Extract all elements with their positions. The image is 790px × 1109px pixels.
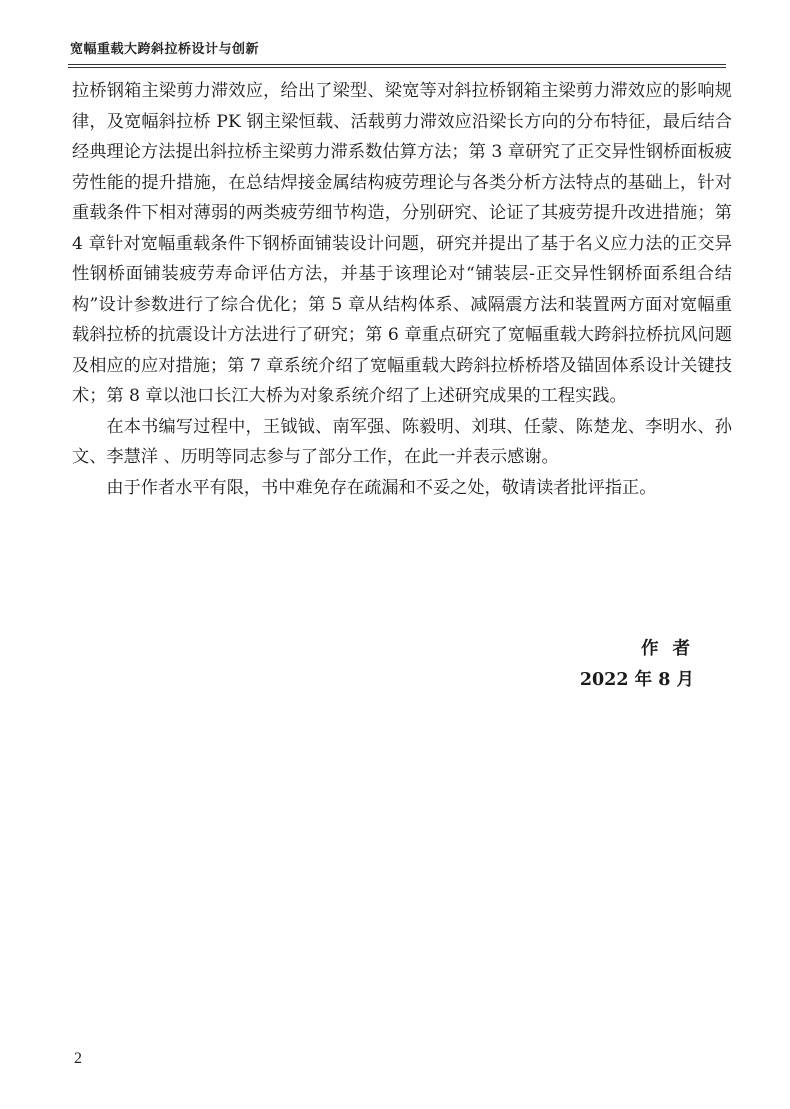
signature-date: 2022 年 8 月 [579,670,694,690]
body-paragraph-acknowledgements: 在本书编写过程中，王钺钺、南军强、陈毅明、刘琪、任蒙、陈楚龙、李明水、孙文、李慧洋 、历明等同志参与了部分工作，在此一并表示感谢。 [72,416,732,467]
signature-block [579,634,704,696]
header-rule-bottom [68,67,726,68]
body-paragraph-continued: 拉桥钢箱主梁剪力滞效应，给出了梁型、梁宽等对斜拉桥钢箱主梁剪力滞效应的影响规律，及宽幅斜拉桥 PK 钢主梁恒载、活载剪力滞效应沿梁长方向的分布特征，最后结合经典理论方法提出斜拉桥主梁剪力滞系数估算方法；第 3 章研究了正交异性钢桥面板疲劳性能的提升措施，在总结焊接金属结构疲劳理论与各类分析方法特点的基础上，针对重载条件下相对薄弱的两类疲劳细节构造，分别研究、论证了其疲劳提升改进措施；第 4 章针对宽幅重载条件下钢桥面铺装设计问题，研究并提出了基于名义应力法的正交异性钢桥面铺装疲劳寿命评估方法，并基于该理论对“铺装层-正交异性钢桥面系组合结构”设计参数进行了综合优化；第 5 章从结构体系、减隔震方法和装置两方面对宽幅重载斜拉桥的抗震设计方法进行了研究；第 6 章重点研究了宽幅重载大跨斜拉桥抗风问题及相应的应对措施；第 7 章系统介绍了宽幅重载大跨斜拉桥桥塔及锚固体系设计关键技术；第 8 章以池口长江大桥为对象系统介绍了上述研究成果的工程实践。 [72,81,732,406]
body-text [72,76,732,503]
header-rule-top [68,64,726,65]
body-paragraph-disclaimer: 由于作者水平有限，书中难免存在疏漏和不妥之处，敬请读者批评指正。 [106,477,657,498]
signature-author: 作者 [641,639,704,659]
page-number: 2 [74,1050,82,1067]
running-header-title: 宽幅重载大跨斜拉桥设计与创新 [70,42,260,57]
